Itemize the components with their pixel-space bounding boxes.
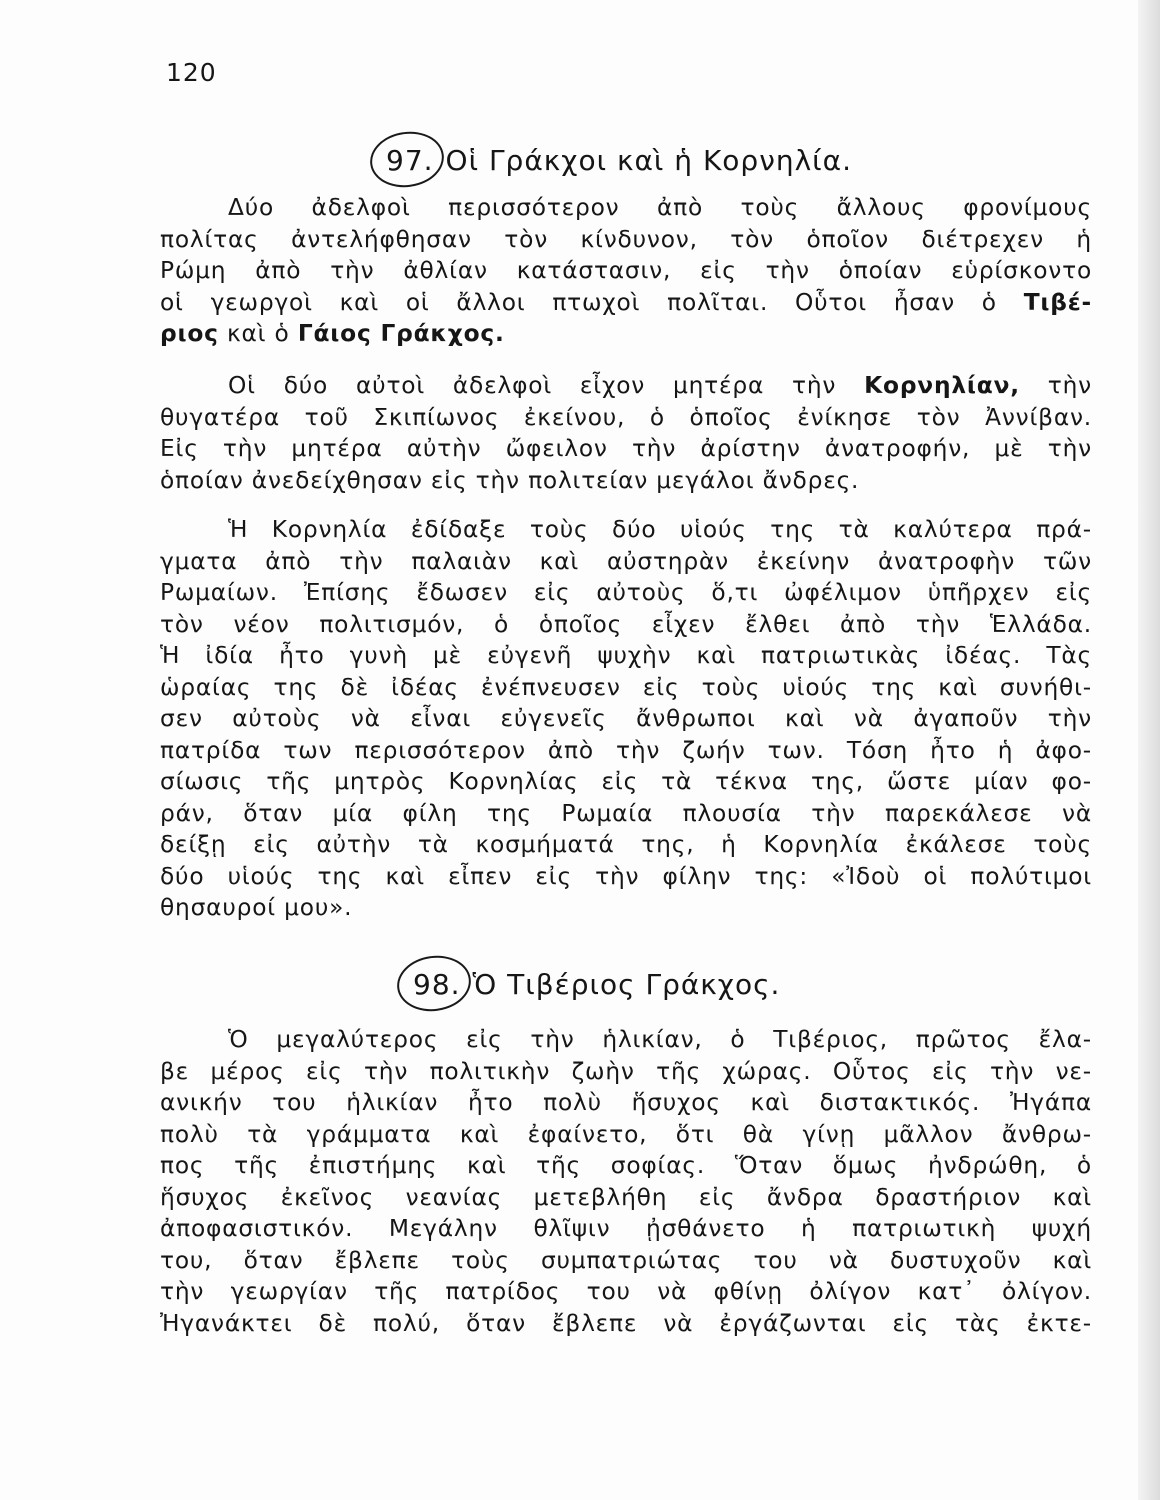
section-title-97: Οἱ Γράκχοι καὶ ἡ Κορνηλία. — [445, 144, 852, 177]
text-line: του, ὅταν ἔβλεπε τοὺς συμπατριώτας του νὰ δυστυχοῦν καὶ — [160, 1246, 1092, 1274]
page-edge-shadow — [1138, 0, 1160, 1500]
paragraph-1 — [160, 192, 1092, 350]
text-line: Εἰς τὴν μητέρα αὐτὴν ὤφειλον τὴν ἀρίστην ἀνατροφήν, μὲ τὴν — [160, 435, 1092, 462]
text-line: Ρωμαίων. Ἐπίσης ἔδωσεν εἰς αὐτοὺς ὅ,τι ὠφέλιμον ὑπῆρχεν εἰς — [160, 579, 1092, 606]
section-title-98: Ὁ Τιβέριος Γράκχος. — [472, 968, 781, 1001]
section-heading-98 — [405, 962, 780, 1007]
text-line: ράν, ὅταν μία φίλη της Ρωμαία πλουσία τὴν παρεκάλεσε νὰ — [160, 799, 1092, 827]
text-line: τὸν νέον πολιτισμόν, ὁ ὁποῖος εἶχεν ἔλθει ἀπὸ τὴν Ἑλλάδα. — [160, 610, 1092, 638]
page-number: 120 — [166, 58, 217, 87]
text-line: οἱ γεωργοὶ καὶ οἱ ἄλλοι πτωχοὶ πολῖται. Οὗτοι ἦσαν ὁ Τιβέ- — [160, 288, 1092, 316]
text-line: σίωσις τῆς μητρὸς Κορνηλίας εἰς τὰ τέκνα της, ὥστε μίαν φο- — [160, 768, 1092, 795]
text-line: βε μέρος εἰς τὴν πολιτικὴν ζωὴν τῆς χώρας. Οὗτος εἰς τὴν νε- — [160, 1057, 1092, 1085]
text-line: θησαυροί μου». — [160, 894, 353, 921]
paragraph-2 — [160, 370, 1092, 496]
text-line: ἥσυχος ἐκεῖνος νεανίας μετεβλήθη εἰς ἄνδρα δραστήριον καὶ — [160, 1183, 1092, 1211]
text-line: Ἡ Κορνηλία ἐδίδαξε τοὺς δύο υἱούς της τὰ καλύτερα πρά- — [228, 516, 1092, 543]
text-line: θυγατέρα τοῦ Σκιπίωνος ἐκείνου, ὁ ὁποῖος ἐνίκησε τὸν Ἀννίβαν. — [160, 403, 1092, 431]
text-line: ὡραίας της δὲ ἰδέας ἐνέπνευσεν εἰς τοὺς υἱούς της καὶ συνήθι- — [160, 673, 1092, 701]
text-line: πατρίδα των περισσότερον ἀπὸ τὴν ζωήν των. Τόση ἦτο ἡ ἀφο- — [160, 736, 1092, 764]
text-line: δείξῃ εἰς αὐτὴν τὰ κοσμήματά της, ἡ Κορνηλία ἐκάλεσε τοὺς — [160, 831, 1092, 858]
text-line: πος τῆς ἐπιστήμης καὶ τῆς σοφίας. Ὅταν ὅμως ἠνδρώθη, ὁ — [160, 1152, 1092, 1179]
text-line: Οἱ δύο αὐτοὶ ἀδελφοὶ εἶχον μητέρα τὴν Κορνηλίαν, τὴν — [228, 372, 1092, 399]
section-number-98: 98. — [405, 962, 467, 1007]
text-line: Δύο ἀδελφοὶ περισσότερον ἀπὸ τοὺς ἄλλους φρονίμους — [228, 194, 1092, 221]
text-line: Ὁ μεγαλύτερος εἰς τὴν ἡλικίαν, ὁ Τιβέριος, πρῶτος ἔλα- — [228, 1026, 1092, 1053]
text-line: τὴν γεωργίαν τῆς πατρίδος του νὰ φθίνῃ ὀλίγον κατ᾽ ὀλίγον. — [160, 1278, 1092, 1305]
text-line: Ἠγανάκτει δὲ πολύ, ὅταν ἔβλεπε νὰ ἐργάζωνται εἰς τὰς ἐκτε- — [160, 1309, 1092, 1337]
text-line: ἀποφασιστικόν. Μεγάλην θλῖψιν ᾐσθάνετο ἡ πατριωτικὴ ψυχή — [160, 1215, 1092, 1242]
text-line: Ρώμη ἀπὸ τὴν ἀθλίαν κατάστασιν, εἰς τὴν ὁποίαν εὑρίσκοντο — [160, 257, 1092, 284]
text-line: δύο υἱούς της καὶ εἶπεν εἰς τὴν φίλην της: «Ἰδοὺ οἱ πολύτιμοι — [160, 862, 1092, 890]
section-number-97: 97. — [378, 138, 440, 183]
text-line: ριος καὶ ὁ Γάιος Γράκχος. — [160, 320, 505, 347]
section-heading-97 — [378, 138, 852, 183]
text-line: ὁποίαν ἀνεδείχθησαν εἰς τὴν πολιτείαν μεγάλοι ἄνδρες. — [160, 466, 860, 494]
text-line: ανικήν του ἡλικίαν ἦτο πολὺ ἥσυχος καὶ διστακτικός. Ἠγάπα — [160, 1089, 1092, 1116]
text-line: πολίτας ἀντελήφθησαν τὸν κίνδυνον, τὸν ὁποῖον διέτρεχεν ἡ — [160, 225, 1092, 253]
text-line: πολὺ τὰ γράμματα καὶ ἐφαίνετο, ὅτι θὰ γίνῃ μᾶλλον ἄνθρω- — [160, 1120, 1092, 1148]
text-line: Ἡ ἰδία ἦτο γυνὴ μὲ εὐγενῆ ψυχὴν καὶ πατριωτικὰς ἰδέας. Τὰς — [160, 642, 1092, 669]
paragraph-4 — [160, 1024, 1092, 1339]
text-line: σεν αὐτοὺς νὰ εἶναι εὐγενεῖς ἄνθρωποι καὶ νὰ ἀγαποῦν τὴν — [160, 705, 1092, 732]
text-line: γματα ἀπὸ τὴν παλαιὰν καὶ αὐστηρὰν ἐκείνην ἀνατροφὴν τῶν — [160, 547, 1092, 575]
paragraph-3 — [160, 514, 1092, 924]
